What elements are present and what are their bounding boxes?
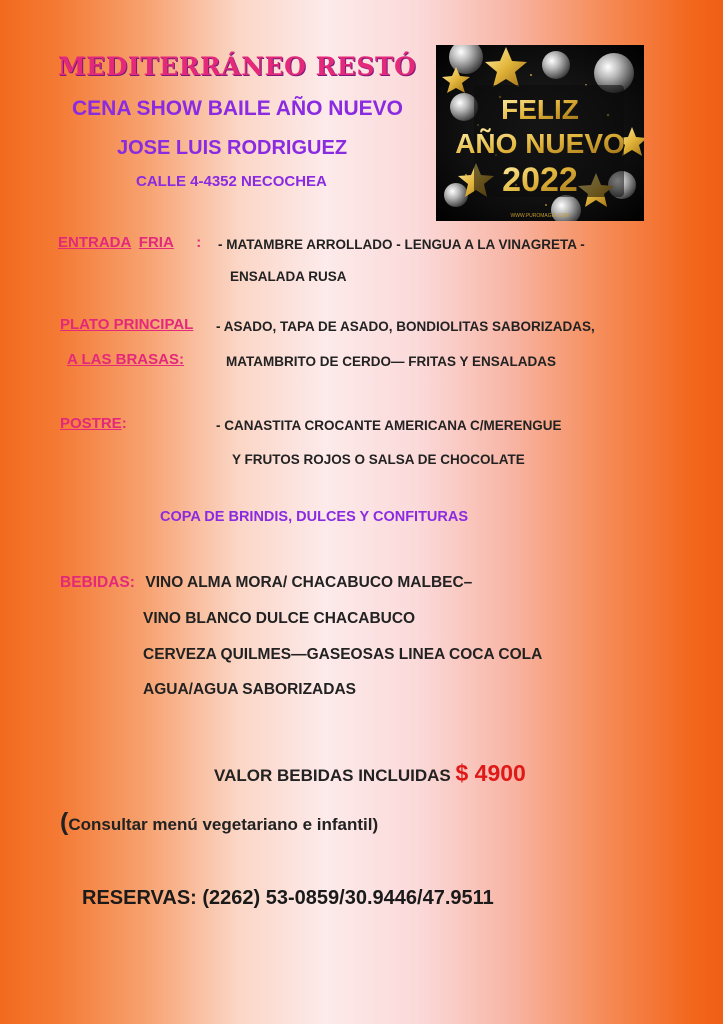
gold-star-icon <box>485 47 527 87</box>
banner-line-ano-nuevo: AÑO NUEVO <box>455 128 625 159</box>
fria-label-word: FRIA <box>138 234 174 251</box>
entrada-item-line-1: - MATAMBRE ARROLLADO - LENGUA A LA VINAGRETA - <box>218 237 585 252</box>
price-value: $ 4900 <box>455 760 526 786</box>
disco-ball-icon <box>450 93 478 121</box>
banner-line-feliz: FELIZ <box>501 94 579 125</box>
plato-item-line-1: - ASADO, TAPA DE ASADO, BONDIOLITAS SABORIZADAS, <box>216 319 595 334</box>
copa-brindis-text: COPA DE BRINDIS, DULCES Y CONFITURAS <box>160 509 469 525</box>
banner-line-year: 2022 <box>502 161 578 199</box>
postre-item-line-1: - CANASTITA CROCANTE AMERICANA C/MERENGUE <box>216 418 562 433</box>
plato-principal-label: PLATO PRINCIPAL <box>60 316 194 333</box>
entrada-label <box>58 234 201 252</box>
bebidas-label: BEBIDAS: <box>60 574 135 591</box>
event-title: CENA SHOW BAILE AÑO NUEVO <box>72 97 403 120</box>
consult-text: Consultar menú vegetariano e infantil) <box>68 815 379 834</box>
plato-item-line-2: MATAMBRITO DE CERDO— FRITAS Y ENSALADAS <box>226 354 557 369</box>
entrada-colon: : <box>196 234 202 251</box>
disco-ball-icon <box>444 183 468 207</box>
consult-open-paren: ( <box>60 808 69 836</box>
bebidas-line-4: AGUA/AGUA SABORIZADAS <box>143 681 356 698</box>
artist-name: JOSE LUIS RODRIGUEZ <box>117 137 348 159</box>
postre-label-word: POSTRE <box>60 415 122 432</box>
reservas-phone: RESERVAS: (2262) 53-0859/30.9446/47.9511 <box>82 887 494 909</box>
a-las-brasas-label: A LAS BRASAS: <box>67 351 184 368</box>
disco-ball-icon <box>542 51 570 79</box>
bebidas-row <box>60 574 472 592</box>
bebidas-line-2: VINO BLANCO DULCE CHACABUCO <box>143 610 416 627</box>
entrada-label-word: ENTRADA <box>58 234 132 251</box>
restaurant-title: MEDITERRÁNEO RESTÓ <box>58 52 417 81</box>
new-year-banner-image <box>436 45 644 221</box>
price-row <box>214 760 526 787</box>
valor-text: VALOR BEBIDAS INCLUIDAS <box>214 766 451 785</box>
consult-note <box>60 808 378 837</box>
banner-credit: WWW.PUROMAGIA.COM <box>510 213 570 219</box>
bebidas-line-1: VINO ALMA MORA/ CHACABUCO MALBEC– <box>145 574 473 591</box>
postre-label <box>60 415 127 433</box>
address: CALLE 4-4352 NECOCHEA <box>136 173 327 190</box>
postre-colon: : <box>121 415 127 432</box>
bebidas-line-3: CERVEZA QUILMES—GASEOSAS LINEA COCA COLA <box>143 646 543 663</box>
entrada-item-line-2: ENSALADA RUSA <box>230 269 347 284</box>
disco-ball-icon <box>449 45 483 74</box>
postre-item-line-2: Y FRUTOS ROJOS O SALSA DE CHOCOLATE <box>232 452 525 467</box>
